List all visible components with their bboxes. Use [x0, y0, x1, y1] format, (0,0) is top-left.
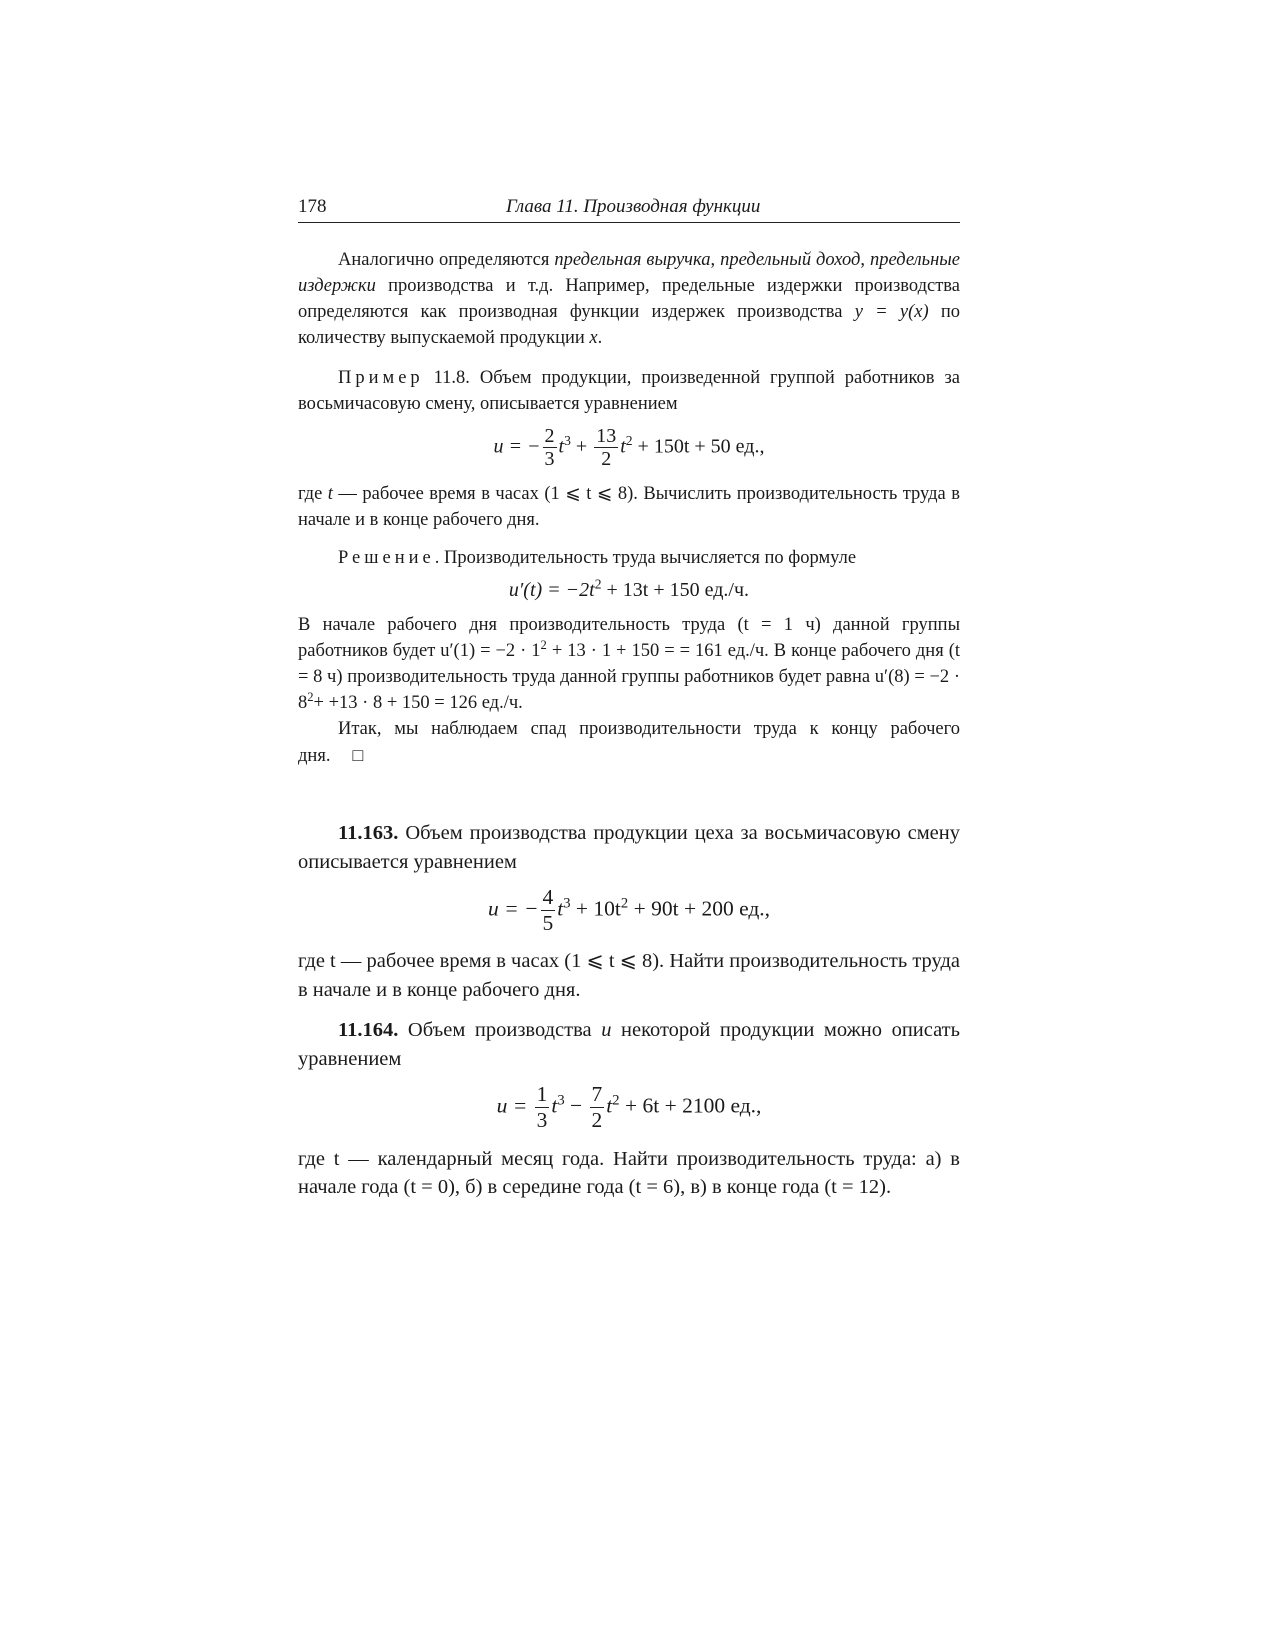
text: где: [298, 484, 328, 504]
denominator: 5: [542, 910, 554, 935]
fraction: [535, 1083, 550, 1132]
formula-lhs: u = −: [493, 435, 541, 458]
intro-text: .: [597, 328, 603, 348]
problem-text: Объем производства: [398, 1019, 602, 1042]
exponent: 2: [612, 1092, 620, 1109]
exponent: 3: [564, 433, 571, 449]
running-header: [298, 196, 960, 223]
inline-variable: t: [327, 484, 333, 504]
formula-rest: + 13t + 150 ед./ч.: [601, 579, 750, 601]
formula-lhs: u =: [496, 1093, 533, 1118]
intro-sep: ,: [860, 250, 871, 270]
page-number: 178: [298, 196, 327, 217]
term-marginal-revenue: предельная выручка: [554, 250, 711, 270]
problem-11-164: [298, 1016, 960, 1073]
inline-formula: y = y(x): [854, 302, 929, 322]
formula-mid: + 10t: [570, 896, 621, 921]
formula-main: u′(t) = −2t: [508, 579, 595, 601]
denominator: 2: [601, 448, 612, 470]
formula-rest: + 6t + 2100 ед.,: [619, 1093, 762, 1118]
exponent: 2: [620, 895, 629, 912]
solution-paragraph: [298, 612, 960, 716]
fraction: [543, 425, 557, 471]
inline-variable: x: [589, 328, 598, 348]
fraction: [594, 425, 618, 471]
formula-lhs: u = −: [487, 896, 539, 921]
solution-conclusion: [298, 716, 960, 769]
inline-variable: u: [601, 1019, 612, 1042]
text: Итак, мы наблюдаем спад производительности труда к концу рабочего дня.: [298, 719, 960, 766]
exponent: 2: [540, 638, 547, 653]
numerator: 4: [542, 885, 554, 909]
numerator: 1: [536, 1082, 548, 1107]
term-marginal-income: предельный доход: [720, 250, 861, 270]
problem-164-formula: [298, 1083, 960, 1132]
formula-var: t: [620, 435, 626, 458]
exponent: 3: [563, 895, 571, 912]
fraction: [590, 1083, 605, 1132]
text: + 13 · 1 + 150 = = 161 ед./ч. В конце рабочего дня (t = 8 ч) производительность труда данной группы работников будет равна u′(8) = −2 · 8: [298, 641, 960, 713]
term-marginal-costs: предельные издержки: [298, 250, 961, 296]
chapter-title: Глава 11. Производная функции: [506, 196, 761, 217]
problem-text: Объем производства продукции цеха за восьмичасовую смену описывается уравнением: [298, 822, 960, 873]
example-label: Пример: [338, 368, 424, 388]
operator: +: [570, 435, 593, 458]
exponent: 3: [557, 1092, 565, 1109]
problem-164-condition: [298, 1145, 960, 1202]
example-number: 11.8.: [423, 368, 470, 388]
example-formula: [298, 425, 960, 471]
exponent: 2: [625, 433, 633, 449]
exponent: 2: [594, 576, 602, 592]
numerator: 7: [591, 1082, 603, 1107]
intro-text: производства и т.д. Например, предельные издержки производства определяются как производная функции издержек производства: [298, 276, 960, 322]
denominator: 3: [536, 1108, 548, 1132]
formula-var: t: [606, 1093, 613, 1118]
denominator: 3: [544, 448, 555, 470]
exponent: 2: [307, 690, 314, 705]
problem-163-formula: [298, 886, 960, 935]
formula-rest: + 90t + 200 ед.,: [628, 896, 771, 921]
qed-box-icon: □: [352, 745, 364, 765]
solution-text: . Производительность труда вычисляется по формуле: [434, 548, 857, 568]
intro-text: Аналогично определяются: [338, 250, 555, 270]
problem-163-condition: [298, 947, 960, 1004]
solution-heading: [298, 545, 960, 571]
numerator: 2: [544, 425, 555, 447]
example-condition: [298, 481, 960, 533]
numerator: 13: [596, 425, 617, 447]
problem-number: 11.164.: [338, 1019, 399, 1042]
intro-text: по количеству выпускаемой продукции: [298, 302, 960, 348]
formula-var: t: [557, 896, 564, 921]
formula-var: t: [558, 435, 565, 458]
problem-11-163: [298, 819, 960, 876]
denominator: 2: [591, 1108, 603, 1132]
example-paragraph: [298, 365, 960, 417]
solution-formula: [298, 576, 960, 602]
operator: −: [564, 1093, 588, 1118]
text: В начале рабочего дня производительность труда (t = 1 ч) данной группы работников будет u′(1) = −2 · 1: [298, 615, 960, 661]
book-page: [298, 196, 960, 1202]
example-text: Объем продукции, произведенной группой работников за восьмичасовую смену, описывается уравнением: [298, 368, 960, 414]
text: где t — рабочее время в часах (1 ⩽ t ⩽ 8). Найти производительность труда в начале и в конце рабочего дня.: [298, 950, 960, 1001]
formula-var: t: [551, 1093, 558, 1118]
formula-rest: + 150t + 50 ед.,: [632, 435, 765, 458]
text: + +13 · 8 + 150 = 126 ед./ч.: [313, 693, 523, 713]
solution-label: Решение: [338, 548, 435, 568]
text: — рабочее время в часах (1 ⩽ t ⩽ 8). Вычислить производительность труда в начале и в конце рабочего дня.: [298, 484, 960, 530]
problem-number: 11.163.: [338, 822, 399, 844]
fraction: [541, 886, 556, 935]
intro-sep: ,: [710, 250, 721, 270]
problem-text: некоторой продукции можно описать уравнением: [298, 1019, 960, 1070]
text: где t — календарный месяц года. Найти производительность труда: а) в начале года (t = 0), б) в середине года (t = 6), в) в конце года (t = 12).: [298, 1147, 960, 1199]
intro-paragraph: [298, 247, 960, 351]
